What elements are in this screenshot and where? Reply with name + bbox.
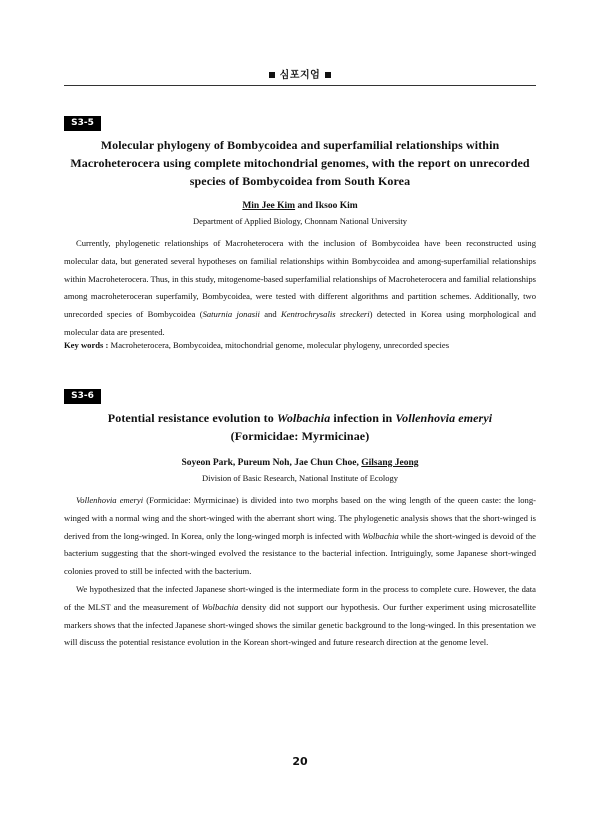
abstract-text: while the short-winged is devoid of the bacterium suggesting that the short-winged evolved the resistance to the bacterial infection. Intriguingly, some Japanese short-winged colonies proved to still be infected with the bacterium. — [64, 530, 536, 577]
abstract-text: (Formicidae: Myrmicinae) is divided into two morphs based on the wing length of the queen caste: the long-winged with a normal wing and the short-winged with the aberrant short wing. The phylogenetic analysis shows that the short-winged is derived from the long-winged. In Korea, only the long-winged morph is infected with — [64, 495, 536, 541]
paper-title — [64, 136, 536, 190]
paper-title — [64, 409, 536, 445]
presenting-author: Gilsang Jeong — [361, 458, 419, 468]
title-line: species of Bombycoidea from South Korea — [189, 174, 411, 188]
abstract — [64, 492, 536, 652]
page-number: 20 — [292, 755, 308, 768]
affiliation: Department of Applied Biology, Chonnam National University — [192, 216, 408, 226]
abstract-text: Currently, phylogenetic relationships of Macroheterocera with the inclusion of Bombycoidea have been reconstructed using molecular data, but generated several hypotheses on familial relationships within Bombycoidea and among-superfamilial relationships within Macroheterocera. Thus, in this study, mitogenome-based superfamilial relationships of Macroheterocera and familial relationships among macroheteroceran superfamily, Bombycoidea, were tested with different algorithms and partition schemes. Additionally, two unrecorded species of Bombycoidea ( — [64, 238, 536, 320]
title-line: Macroheterocera using complete mitochondrial genomes, with the report on unrecorded — [70, 156, 530, 170]
title-text: Potential resistance evolution to — [107, 411, 277, 425]
title-text: infection in — [330, 411, 396, 425]
title-line: Molecular phylogeny of Bombycoidea and superfamilial relationships within — [100, 138, 500, 152]
header-text: 심포지엄 — [279, 70, 321, 81]
affiliation: Division of Basic Research, National Institute of Ecology — [202, 473, 398, 483]
abstract — [64, 235, 536, 342]
session-tag: S3-6 — [64, 389, 101, 404]
keywords-text: Macroheterocera, Bombycoidea, mitochondrial genome, molecular phylogeny, unrecorded species — [110, 340, 450, 350]
abstract-text: ) detected in Korea using morphological and molecular data are presented. — [64, 309, 536, 337]
species-name: Kentrochrysalis streckeri — [280, 309, 370, 320]
keywords-label: Key words : — [64, 340, 111, 350]
abstract-paragraph — [64, 492, 536, 581]
abstract-paragraph — [64, 235, 536, 342]
title-line: (Formicidae: Myrmicinae) — [230, 429, 370, 443]
square-bullet-icon — [269, 72, 275, 78]
authors — [64, 201, 536, 211]
presenting-author: Min Jee Kim — [242, 201, 296, 211]
keywords — [64, 340, 536, 350]
title-species: Vollenhovia emeryi — [395, 411, 493, 425]
species-name: Saturnia jonasii — [202, 309, 260, 320]
session-tag: S3-5 — [64, 116, 101, 131]
square-bullet-icon — [325, 72, 331, 78]
title-species: Wolbachia — [276, 411, 331, 425]
authors — [64, 458, 536, 468]
abstract-text: We hypothesized that the infected Japanese short-winged is the intermediate form in the process to complete cure. However, the data of the MLST and the measurement of — [64, 583, 536, 612]
species-name: Vollenhovia emeryi — [76, 495, 144, 505]
abstract-text: and — [259, 309, 281, 320]
species-name: Wolbachia — [201, 601, 239, 612]
species-name: Wolbachia — [362, 530, 399, 541]
co-authors: Soyeon Park, Pureum Noh, Jae Chun Choe, — [181, 458, 362, 468]
abstract-paragraph — [64, 581, 536, 652]
co-authors: and Iksoo Kim — [295, 201, 358, 211]
title-line — [64, 409, 536, 427]
page-header — [0, 66, 600, 81]
abstract-text: density did not support our hypothesis. Our further experiment using microsatellite markers shows that the infected Japanese short-winged shows the similar genetic background to the long-winged. In this presentation we will discuss the potential resistance evolution in the Korean short-winged and future research direction at the genome level. — [64, 601, 536, 648]
header-divider — [64, 85, 536, 86]
